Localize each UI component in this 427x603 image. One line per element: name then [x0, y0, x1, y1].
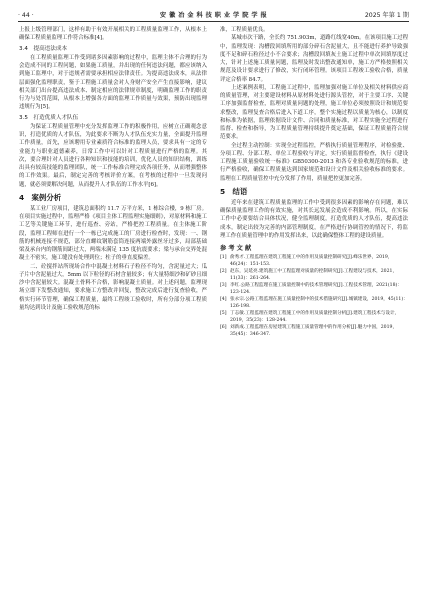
- paragraph: 上述案例表明，工程施工过程中，监理加强对施工单位及相关材料供应商的质量管理，对主要建设材料从原材料处进行源头管控，对于主要工序、关键工序加强监督检查，监理对质量问题的处理，施工单位必须按照设计和规范要求整改，监理复查合格后进入下道工序，整个实施过程以质量为核心，以制度和标准为依据，监理依据设计文件、合同和质量标准，对工程实施全过程进行监督、检查和指导，为工程质量管理持续提升奠定基础，保证工程质量符合规范要求。: [220, 84, 408, 141]
- journal-title: 安 徽 冶 金 科 技 职 业 学 院 学 报: [159, 12, 268, 19]
- reference-item: [3] 李红.公路工程监理在施工质量控制中的技术管理研究[J].工程技术管理，2021(18)：123-124.: [220, 283, 402, 295]
- paragraph: 准，工程质量优良。: [220, 27, 269, 33]
- right-column: [220, 26, 408, 338]
- reference-item: [6] 刘新成.工程监理在房屋建筑工程施工质量管理中的作用分析[J].魅力中国，2019，35(45)：346-347.: [220, 325, 398, 337]
- references-heading: 参 考 文 献: [220, 245, 252, 252]
- reference-item: [5] 丁志敏.工程监理在建筑工程施工中的作用及质量控制分析[J].建筑工程技术与设计，2019，35(23)：128-244.: [220, 311, 400, 323]
- paragraph: 某工业厂房项目，建筑总面积约 11.7 万平方米，1 栋综合楼，9 栋厂房。在项目实施过程中，监理严格《项目主体工程监理实施细则》，对原材料和施工工艺等关键施工环节，进行巡查、旁站，严格把控工程质量。在主体施工阶段，监理工程师在进行一个一栋已完成施工的厂房进行检查时，发现：一、钢筋的机械连接不规范，部分直螺纹钢筋套筒连接两端外露丝牙过多，局部基础梁及承台内的钢筋间距过大，两端未满足 135 度抗震要求；梁与承台交界处混凝土不密实，施工缝没有处理到位；柱子的垂直度偏差。: [19, 205, 207, 262]
- issue-label: 2025 年第 1 期: [364, 12, 409, 19]
- page-number: · 44 ·: [18, 12, 34, 19]
- section-heading: 5 结语: [220, 186, 248, 196]
- paragraph: 上报上级管理部门，这样有助于有效开展相关的工程质量监理工作，从根本上确保工程质量监理工作符合标准[4]。: [19, 27, 207, 42]
- paragraph: 某城市次干路，全长约 751.903m，道路红线宽40m。在该项目施工过程中，监理发现：沟槽段回填所用的部分碎石含泥量大，且不能进行养护导致强度不足和碎石粒径过小不合要求；沟槽段回填灰土施工过程中单次回填厚度过大，针对上述施工质量问题，监理及时发出整改通知单，施工方严格按照相关规范及设计要求进行了修改，实行闭环管理。该项目工程竣工验收合格，质量评定合格率 84.7。: [220, 35, 408, 83]
- paragraph: 全过程主动控制：实现全过程监控，严格执行质量管理程序，对检验批、分项工程、分部工程、单位工程验收与评定，实行质量监督检查，执行《建设工程施工质量验收统一标准》GB50300-2013 和各专业验收规范的标准，进行严格验收，确保工程质量达到国家规范和设计文件及相关验收标准的要求。监理在工程质量管控中充分发挥了作用，质量把控更加完善。: [220, 142, 408, 182]
- section-heading: 4 案例分析: [19, 192, 62, 202]
- left-column: [19, 26, 207, 312]
- subsection-heading: 3.4 提高违法成本: [19, 45, 68, 52]
- reference-item: [4] 张永宗.公路工程监理在施工质量控制中的技术措施研究[J].城镇建设，2019，45(11)：126-198.: [220, 297, 408, 309]
- reference-item: [1] 俞秀才.工程监理在建筑工程施工中的作用及质量控制研究[J].峰乐世界，2019，46(24)：151-153.: [220, 255, 393, 267]
- reference-list: [220, 254, 408, 338]
- running-header: [18, 11, 409, 21]
- reference-item: [2] 赵东，吴延亮.建筑施工中工程监理对质量的控制研究[J].工程建设与技术，2021，11(33)：261-264.: [220, 269, 398, 281]
- paragraph: 近年来在建筑工程质量监理的工作中受到很多因素的影响存在问题，难以确保质量监理工作的有效实施，对其长远发展会造成不利影响。所以，在实际工作中必要要结合具体状况，健全监理制度，打造优质的人才队伍，提高违法成本，制定出较为完善的内部管理制度，在严格进行协调管控的情况下，将监理工作在质量管理中的作用发挥出来，以此确保整体工程的建设质量。: [220, 199, 408, 239]
- header-rule: [18, 21, 409, 22]
- subsection-heading: 3.5 打造优质人才队伍: [19, 114, 79, 121]
- paragraph: 二、砼搅拌站所现场合作中混凝土材料石子粒径不均匀，含泥量过大；瓜子片中含泥量过大，5mm 以下粒径的石材含量较多；有大量特细沙和矿砂且细沙中含泥量较大。混凝土骨料不合格，影响混凝土质量。对上述问题，监理现场立即下发整改通知，要求施工方整改并回复，整改完成后进行复查验收，严格实行环节管理，确保工程质量，最终工程竣工验收时，所有分部分项工程质量均达到设计及施工验收规范的标: [19, 263, 207, 311]
- paragraph: 在工程质量监理工作受到诸多因素影响的过程中，监理主体不合理的行为会造成不同的工程问题，如果施工质量，并出现的任何违法问题，都应该纳入到施工监理中，对于违规者需要承担相应法律责任。为提高违法成本，从法律层面强化监理职责，鉴于工程施工质量会对人身财产安全产生直接影响，建议相关部门出台提高违法成本、制定相应的法律规章制度，明确监理工作的职责行为与处罚范围，从根本上增强各方面的监理工作质量与效果，预防出现监理违规行为[5]。: [19, 54, 207, 111]
- paragraph: 为保证工程质量管理中充分发挥监理工作的积极作用，应树立正确观念意识，打造优质的人才队伍，为此要求不断为人才队伍充实力量，全面提升监理工作质量，首先，应该聘用专业素质符合标准的监理人员，要求具有一定的专业能力与职业道德素养，日常工作中可以针对工程质量进行严格的监理。其次，要合理针对人员进行各种知识和技能的培训，优化人员的知识结构，训练出具有较高技能的监理团队，统一工作标准合理完成各项任务，从而增强整体的工作效果。最后，制定完善的考核评价方案，在考核的过程中一旦发现问题，就必须要解决问题，从而提升人才队伍的工作水平[6]。: [19, 123, 207, 188]
